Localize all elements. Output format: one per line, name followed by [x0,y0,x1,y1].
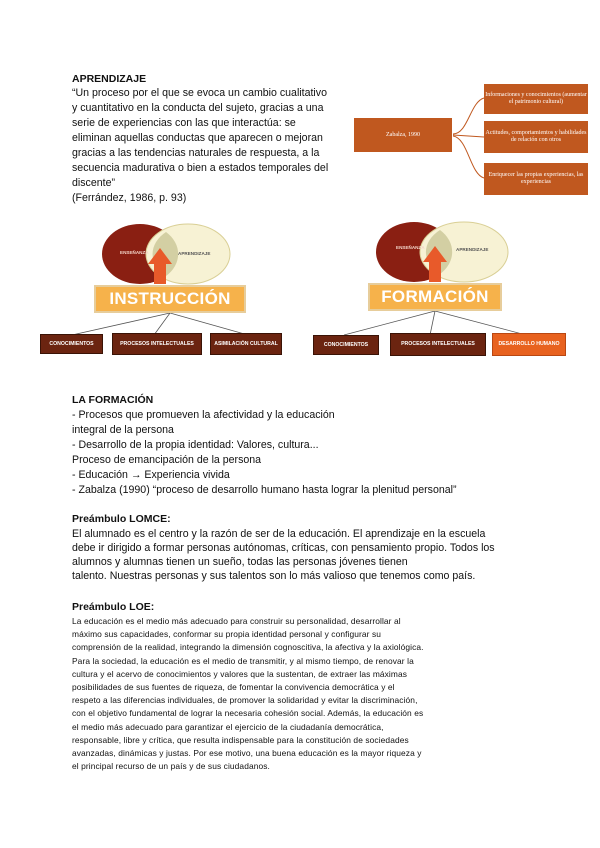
lomce-text [72,527,495,583]
zabalza-source-box: Zabalza, 1990 [354,118,452,152]
quote-line: y cuantitativo en la conducta del sujeto, gracias a una [72,102,324,114]
lomce-line: El alumnado es el centro y la razón de ser de la educación. El aprendizaje en la escuela [72,528,486,540]
loe-line: el principal recurso de un país y de sus ciudadanos. [72,761,270,772]
loe-line: comprensión de la realidad, integrando la dimensión cognoscitiva, la afectiva y la axiológica. [72,642,424,653]
loe-line: respeto a las diferencias individuales, de promover la solidaridad y evitar la discriminación, [72,695,418,706]
loe-line: máximo sus capacidades, conformar su propia identidad personal y configurar su [72,629,381,640]
aprendizaje-heading: APRENDIZAJE [72,73,147,85]
formacion-venn [372,220,522,288]
quote-line: serie de experiencias con las que interactúa: se [72,117,296,129]
loe-heading: Preámbulo LOE: [72,601,155,613]
formacion-line: integral de la persona [72,424,174,436]
quote-line: eliminan aquellas conductas que aparecen o mejoran [72,132,323,144]
loe-line: La educación es el medio más adecuado para construir su personalidad, desarrollar al [72,616,401,626]
loe-line: responsable, libre y crítica, que resulta indispensable para la constitución de sociedades [72,734,409,745]
formacion-box: CONOCIMIENTOS [313,335,379,355]
instruccion-box: PROCESOS INTELECTUALES [112,333,202,355]
formacion-banner: FORMACIÓN [368,283,502,311]
instruccion-banner: INSTRUCCIÓN [94,285,246,313]
lomce-line: talento. Nuestras personas y sus talentos son lo más valioso que tenemos como país. [72,570,476,582]
loe-line: cultura y el acervo de conocimientos y valores que la sustentan, de extraer las máximas [72,668,408,679]
venn-label: APRENDIZAJE [178,251,211,256]
formacion-box: PROCESOS INTELECTUALES [390,333,486,356]
venn-label: ENSEÑANZA [120,250,149,255]
instruccion-box: CONOCIMIENTOS [40,334,103,354]
loe-line: el medio más adecuado para garantizar el ejercicio de la ciudadanía democrática, [72,721,384,732]
aprendizaje-quote [72,86,328,206]
instruccion-venn [96,222,246,290]
zabalza-item-box: Actitudes, comportamientos y habilidades de relación con otros [484,121,588,153]
instruccion-box: ASIMILACIÓN CULTURAL [210,333,282,355]
loe-line: Para la sociedad, la educación es el medio de transmitir, y al mismo tiempo, de renovar la [72,655,414,666]
lomce-line: alumnos y alumnas tienen un sueño, todas las personas jóvenes tienen [72,556,408,568]
zabalza-item-box: Enriquecer las propias experiencias, las experiencias [484,163,588,195]
formacion-list [72,408,457,498]
lomce-line: debe ir dirigido a formar personas autónomas, críticas, con pensamiento propio. Todos los [72,542,495,554]
loe-text [72,615,424,773]
formacion-line: - Procesos que promueven la afectividad y la educación [72,409,335,421]
loe-line: posibilidades de sus fuentes de riqueza, de fomentar la convivencia democrática y el [72,682,395,693]
quote-line: gracias a las tendencias naturales de respuesta, a la [72,147,320,159]
quote-line: secuencia madurativa o bien a estados temporales del [72,162,329,174]
venn-label: APRENDIZAJE [456,247,489,252]
formacion-heading: LA FORMACIÓN [72,394,154,406]
formacion-line: - Zabalza (1990) “proceso de desarrollo humano hasta lograr la plenitud personal” [72,484,457,496]
zabalza-item-box: Informaciones y conocimientos (aumentar el patrimonio cultural) [484,84,588,114]
venn-label: ENSEÑANZA [396,245,425,250]
formacion-line: - Desarrollo de la propia identidad: Valores, cultura... [72,439,319,451]
quote-line: discente” [72,177,115,189]
citation: (Ferrández, 1986, p. 93) [72,192,187,204]
lomce-heading: Preámbulo LOMCE: [72,513,171,525]
formacion-box-highlight: DESARROLLO HUMANO [492,333,566,356]
quote-line: “Un proceso por el que se evoca un cambio cualitativo [72,87,327,99]
formacion-line: Proceso de emancipación de la persona [72,454,262,466]
loe-line: con el objetivo fundamental de lograr la necesaria cohesión social. Además, la educación es [72,708,424,719]
loe-line: avanzadas, dinámicas y justas. Por ese motivo, una buena educación es la mayor riqueza y [72,748,422,759]
formacion-line: - Educación → Experiencia vivida [72,469,230,481]
